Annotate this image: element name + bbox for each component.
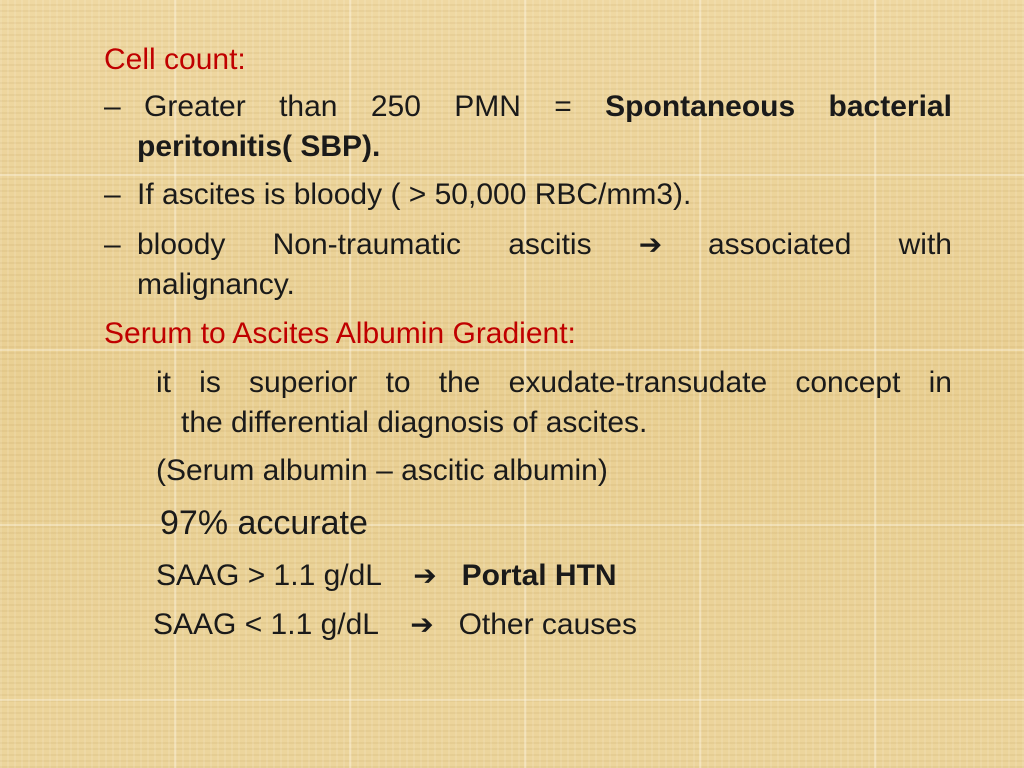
item-3-line-2: malignancy. xyxy=(137,268,295,301)
word: Spontaneous xyxy=(605,90,796,123)
saag-rule-2 xyxy=(153,606,637,644)
cell-count-heading: Cell count: xyxy=(104,43,246,76)
rule-2-result: Other causes xyxy=(458,608,637,641)
item-3-line-1 xyxy=(137,226,952,264)
bullet-dash: – xyxy=(104,178,121,211)
word: superior xyxy=(249,366,358,399)
word: Non-traumatic xyxy=(272,228,462,261)
word: = xyxy=(554,90,572,123)
saag-paragraph-line-1 xyxy=(156,364,952,402)
right-arrow-icon: ➔ xyxy=(638,229,663,260)
item-1-line-2: peritonitis( SBP). xyxy=(137,130,381,163)
word: the xyxy=(438,366,481,399)
word: with xyxy=(898,228,952,261)
rule-1-result: Portal HTN xyxy=(461,559,617,592)
word: to xyxy=(385,366,411,399)
saag-accuracy: 97% accurate xyxy=(160,504,368,542)
right-arrow-icon: ➔ xyxy=(410,609,434,640)
word: PMN xyxy=(454,90,521,123)
right-arrow-icon: ➔ xyxy=(413,560,437,591)
word: bloody xyxy=(137,228,226,261)
item-2: If ascites is bloody ( > 50,000 RBC/mm3). xyxy=(137,178,692,211)
word: Greater xyxy=(144,90,246,123)
saag-formula: (Serum albumin – ascitic albumin) xyxy=(156,454,608,487)
word: associated xyxy=(707,228,852,261)
word: is xyxy=(199,366,221,399)
word: in xyxy=(928,366,952,399)
word: it xyxy=(156,366,171,399)
rule-1-condition: SAAG > 1.1 g/dL xyxy=(156,559,381,592)
saag-paragraph-line-2: the differential diagnosis of ascites. xyxy=(181,406,648,439)
word: concept xyxy=(795,366,901,399)
item-1-line-1 xyxy=(144,88,952,126)
saag-rule-1 xyxy=(156,557,617,595)
bullet-dash: – xyxy=(104,228,121,261)
word: bacterial xyxy=(828,90,952,123)
bullet-dash: – xyxy=(104,90,121,123)
word: than xyxy=(279,90,338,123)
word: ascitis xyxy=(508,228,592,261)
saag-heading: Serum to Ascites Albumin Gradient: xyxy=(104,317,576,350)
rule-2-condition: SAAG < 1.1 g/dL xyxy=(153,608,378,641)
word: 250 xyxy=(370,90,421,123)
word: exudate-transudate xyxy=(508,366,768,399)
